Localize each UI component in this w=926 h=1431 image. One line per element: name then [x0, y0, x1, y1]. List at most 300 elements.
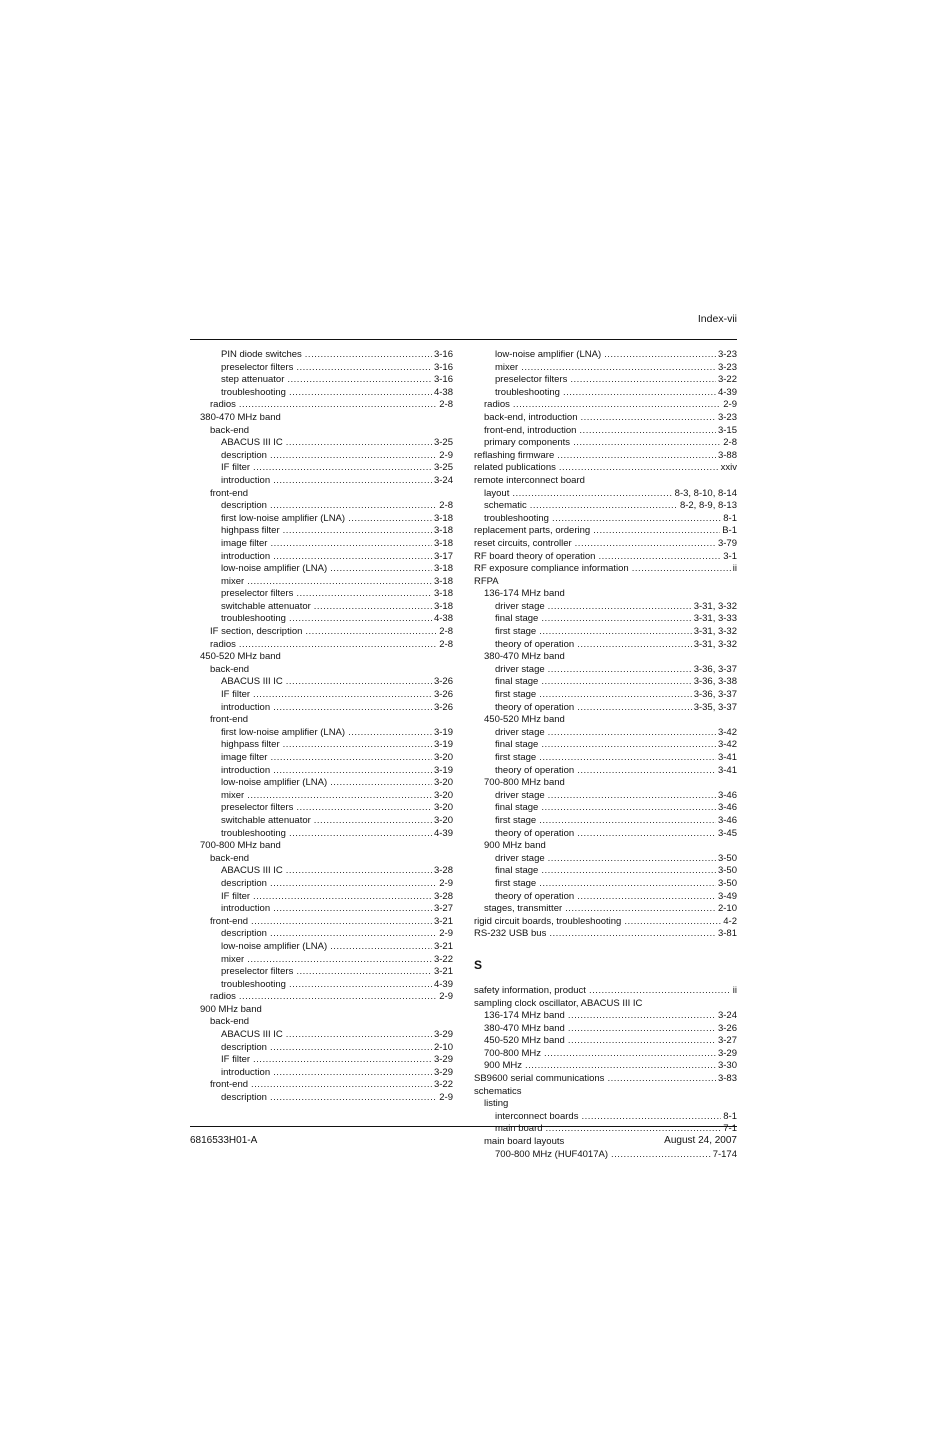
dot-leader — [239, 399, 437, 412]
index-term: layout — [484, 487, 510, 499]
dot-leader — [539, 752, 716, 765]
index-term: remote interconnect board — [474, 474, 585, 486]
index-entry — [474, 399, 737, 412]
dot-leader — [273, 475, 432, 488]
dot-leader — [239, 639, 437, 652]
index-page-ref: 3-83 — [717, 1073, 737, 1085]
index-entry — [200, 878, 453, 891]
dot-leader — [568, 1035, 716, 1048]
index-page-ref: 3-46 — [717, 789, 737, 801]
index-term: mixer — [495, 361, 519, 373]
index-entry — [474, 563, 737, 576]
index-entry — [474, 878, 737, 891]
index-entry — [474, 840, 737, 853]
index-term: preselector filters — [221, 802, 294, 814]
index-page-ref: 3-23 — [717, 361, 737, 373]
dot-leader — [624, 916, 721, 929]
index-entry — [200, 412, 453, 425]
index-term: final stage — [495, 613, 539, 625]
dot-leader — [305, 626, 437, 639]
index-page-ref: 3-24 — [433, 474, 453, 486]
index-page-ref: 3-23 — [717, 411, 737, 423]
index-entry — [200, 488, 453, 501]
index-entry — [474, 676, 737, 689]
index-page-ref: 3-26 — [433, 689, 453, 701]
index-term: driver stage — [495, 600, 545, 612]
index-term: image filter — [221, 537, 268, 549]
header-rule — [190, 339, 737, 340]
index-entry — [200, 425, 453, 438]
index-term: interconnect boards — [495, 1110, 579, 1122]
index-entry — [474, 865, 737, 878]
index-entry — [200, 1054, 453, 1067]
index-term: preselector filters — [221, 966, 294, 978]
index-term: first stage — [495, 752, 537, 763]
index-entry — [200, 399, 453, 412]
index-page-ref: 2-8 — [439, 399, 453, 411]
index-page-ref: 3-31, 3-32 — [693, 638, 737, 650]
dot-leader — [289, 979, 432, 992]
index-page-ref: 2-8 — [439, 500, 453, 512]
dot-leader — [541, 739, 716, 752]
index-entry — [474, 349, 737, 362]
index-term: reflashing firmware — [474, 449, 555, 461]
index-term: mixer — [221, 575, 245, 587]
index-term: 700-800 MHz band — [200, 840, 281, 852]
index-entry — [474, 639, 737, 652]
dot-leader — [239, 991, 437, 1004]
index-page-ref: 2-9 — [439, 991, 453, 1003]
dot-leader — [559, 462, 719, 475]
index-entry — [474, 891, 737, 904]
index-entry — [200, 538, 453, 551]
dot-leader — [577, 639, 691, 652]
index-page-ref: 2-10 — [433, 1041, 453, 1053]
dot-leader — [568, 1023, 716, 1036]
index-term: 380-470 MHz band — [484, 651, 565, 663]
index-entry — [474, 1023, 737, 1036]
index-term: final stage — [495, 676, 539, 688]
index-entry — [474, 802, 737, 815]
document-number: 6816533H01-A — [190, 1135, 258, 1146]
index-term: ABACUS III IC — [221, 437, 283, 449]
index-entry — [200, 563, 453, 576]
index-term: troubleshooting — [221, 613, 286, 625]
index-entry — [474, 1086, 737, 1099]
index-term: 380-470 MHz band — [484, 1022, 565, 1034]
index-page-ref: 3-42 — [717, 739, 737, 751]
index-entry — [474, 462, 737, 475]
index-entry — [200, 1004, 453, 1017]
index-page-ref: 8-3, 8-10, 8-14 — [674, 487, 737, 499]
index-term: ABACUS III IC — [221, 865, 283, 877]
index-entry — [200, 475, 453, 488]
index-term: introduction — [221, 550, 271, 562]
index-term: replacement parts, ordering — [474, 525, 591, 537]
index-page-ref: 2-8 — [439, 626, 453, 638]
index-page-ref: 3-49 — [717, 890, 737, 902]
index-entry — [200, 676, 453, 689]
dot-leader — [270, 928, 437, 941]
index-term: final stage — [495, 865, 539, 877]
dot-leader — [273, 551, 432, 564]
index-term: related publications — [474, 462, 556, 474]
index-term: IF section, description — [210, 626, 303, 638]
dot-leader — [273, 765, 432, 778]
index-entry — [474, 1111, 737, 1124]
index-term: introduction — [221, 474, 271, 486]
index-term: preselector filters — [221, 361, 294, 373]
index-term: introduction — [221, 903, 271, 915]
index-page-ref: 3-18 — [433, 512, 453, 524]
dot-leader — [289, 613, 432, 626]
index-term: switchable attenuator — [221, 814, 311, 826]
index-term: low-noise amplifier (LNA) — [221, 563, 328, 575]
index-entry — [474, 1035, 737, 1048]
index-entry — [200, 1079, 453, 1092]
index-page-ref: 3-46 — [717, 802, 737, 814]
dot-leader — [607, 1073, 716, 1086]
index-page-ref: 2-9 — [439, 449, 453, 461]
index-entry — [474, 1073, 737, 1086]
index-entry — [474, 752, 737, 765]
dot-leader — [581, 1111, 721, 1124]
dot-leader — [548, 790, 716, 803]
index-page-ref: 3-42 — [717, 726, 737, 738]
index-page-ref: 3-22 — [717, 374, 737, 386]
index-entry — [200, 777, 453, 790]
index-term: main board — [495, 1123, 543, 1135]
dot-leader — [525, 1060, 716, 1073]
index-page-ref: 3-18 — [433, 563, 453, 575]
index-page-ref: 3-25 — [433, 462, 453, 474]
dot-leader — [296, 588, 432, 601]
index-page-ref: 3-18 — [433, 525, 453, 537]
index-term: 900 MHz band — [200, 1003, 262, 1015]
index-entry — [200, 664, 453, 677]
index-entry — [474, 576, 737, 589]
dot-leader — [270, 878, 437, 891]
dot-leader — [289, 387, 432, 400]
dot-leader — [287, 374, 432, 387]
index-page-ref: 3-20 — [433, 752, 453, 763]
index-term: front-end — [210, 714, 249, 726]
index-page-ref: 3-31, 3-33 — [693, 613, 737, 625]
index-term: radios — [210, 638, 236, 650]
index-entry — [200, 828, 453, 841]
index-page-ref: 3-46 — [717, 814, 737, 826]
index-entry — [474, 714, 737, 727]
index-term: description — [221, 1092, 267, 1104]
dot-leader — [270, 752, 432, 765]
index-page-ref: 3-29 — [433, 1066, 453, 1078]
index-page-ref: 3-21 — [433, 966, 453, 978]
index-page-ref: 4-39 — [717, 386, 737, 398]
index-entry — [200, 916, 453, 929]
dot-leader — [253, 462, 432, 475]
dot-leader — [296, 966, 432, 979]
index-page-ref: 3-16 — [433, 374, 453, 386]
index-entry — [474, 488, 737, 501]
index-term: description — [221, 928, 267, 940]
index-page-ref: 3-27 — [717, 1035, 737, 1047]
index-term: mixer — [221, 789, 245, 801]
index-page-ref: ii — [732, 563, 737, 575]
index-entry — [200, 840, 453, 853]
dot-leader — [286, 676, 432, 689]
dot-leader — [330, 777, 432, 790]
index-entry — [474, 777, 737, 790]
dot-leader — [568, 1010, 716, 1023]
index-entry — [474, 985, 737, 998]
index-term: driver stage — [495, 726, 545, 738]
index-page-ref: ii — [732, 984, 737, 996]
index-entry — [200, 928, 453, 941]
index-term: first stage — [495, 626, 537, 638]
dot-leader — [541, 802, 716, 815]
index-entry — [200, 462, 453, 475]
index-page-ref: 3-20 — [433, 789, 453, 801]
index-term: first stage — [495, 689, 537, 701]
index-entry — [474, 664, 737, 677]
index-page-ref: 3-36, 3-38 — [693, 676, 737, 688]
index-term: reset circuits, controller — [474, 537, 572, 549]
dot-leader — [270, 450, 437, 463]
index-term: final stage — [495, 802, 539, 814]
index-page-ref: 3-18 — [433, 537, 453, 549]
index-entry — [200, 613, 453, 626]
index-page-ref: 8-2, 8-9, 8-13 — [679, 500, 737, 512]
index-entry — [200, 551, 453, 564]
index-entry — [474, 916, 737, 929]
index-term: 700-800 MHz — [484, 1047, 542, 1059]
dot-leader — [253, 689, 432, 702]
index-term: sampling clock oscillator, ABACUS III IC — [474, 997, 643, 1009]
index-page-ref: 3-23 — [717, 349, 737, 360]
dot-leader — [330, 941, 432, 954]
index-term: troubleshooting — [495, 386, 560, 398]
dot-leader — [296, 362, 432, 375]
dot-leader — [247, 790, 432, 803]
index-term: stages, transmitter — [484, 903, 563, 915]
dot-leader — [548, 727, 716, 740]
index-term: IF filter — [221, 689, 251, 701]
index-page-ref: 8-1 — [723, 512, 737, 524]
index-term: 900 MHz — [484, 1060, 523, 1072]
dot-leader — [270, 1042, 432, 1055]
index-term: primary components — [484, 437, 571, 449]
index-term: back-end — [210, 424, 250, 436]
index-entry — [200, 903, 453, 916]
dot-leader — [632, 563, 731, 576]
index-page-ref: 3-21 — [433, 915, 453, 927]
index-term: driver stage — [495, 789, 545, 801]
dot-leader — [286, 1029, 432, 1042]
dot-leader — [577, 891, 716, 904]
index-term: description — [221, 500, 267, 512]
index-page-ref: 3-1 — [723, 550, 737, 562]
index-term: first low-noise amplifier (LNA) — [221, 726, 346, 738]
index-term: troubleshooting — [221, 386, 286, 398]
index-entry — [474, 790, 737, 803]
index-term: step attenuator — [221, 374, 285, 386]
dot-leader — [530, 500, 678, 513]
index-page-ref: 3-18 — [433, 575, 453, 587]
index-page-ref: 3-20 — [433, 802, 453, 814]
index-term: back-end — [210, 1016, 250, 1028]
dot-leader — [552, 513, 721, 526]
index-page-ref: 3-50 — [717, 865, 737, 877]
index-entry — [474, 651, 737, 664]
index-term: IF filter — [221, 890, 251, 902]
index-term: 700-800 MHz (HUF4017A) — [495, 1148, 608, 1160]
index-page-ref: xxiv — [720, 462, 737, 474]
dot-leader — [286, 437, 432, 450]
index-page-ref: 3-30 — [717, 1060, 737, 1072]
index-entry — [474, 475, 737, 488]
index-page-ref: 3-50 — [717, 877, 737, 889]
index-term: preselector filters — [495, 374, 568, 386]
index-entry — [474, 626, 737, 639]
index-term: first low-noise amplifier (LNA) — [221, 512, 346, 524]
index-entry — [474, 928, 737, 941]
index-entry — [200, 437, 453, 450]
index-entry — [474, 613, 737, 626]
index-page-ref: 3-27 — [433, 903, 453, 915]
dot-leader — [544, 1048, 716, 1061]
index-page-ref: 3-19 — [433, 764, 453, 776]
dot-leader — [314, 601, 432, 614]
index-page-ref: B-1 — [722, 525, 737, 537]
index-entry — [200, 601, 453, 614]
index-term: front-end — [210, 487, 249, 499]
index-entry — [200, 588, 453, 601]
index-page-ref: 3-20 — [433, 814, 453, 826]
index-term: schematic — [484, 500, 527, 512]
index-term: 700-800 MHz band — [484, 777, 565, 789]
index-entry — [474, 412, 737, 425]
dot-leader — [539, 626, 692, 639]
dot-leader — [247, 576, 432, 589]
index-entry — [474, 450, 737, 463]
index-term: 136-174 MHz band — [484, 1010, 565, 1022]
dot-leader — [314, 815, 432, 828]
index-entry — [474, 689, 737, 702]
index-entry — [474, 538, 737, 551]
index-term: mixer — [221, 953, 245, 965]
index-term: radios — [210, 399, 236, 411]
index-page-ref: 3-22 — [433, 953, 453, 965]
index-entry — [200, 714, 453, 727]
index-term: 450-520 MHz band — [484, 714, 565, 726]
index-term: listing — [484, 1098, 509, 1110]
index-term: SB9600 serial communications — [474, 1073, 605, 1085]
index-entry — [474, 437, 737, 450]
index-entry — [200, 865, 453, 878]
index-page-ref: 3-26 — [717, 1022, 737, 1034]
dot-leader — [251, 916, 432, 929]
index-entry — [200, 689, 453, 702]
index-entry — [474, 853, 737, 866]
index-term: RS-232 USB bus — [474, 928, 547, 940]
index-page-ref: 4-38 — [433, 386, 453, 398]
index-entry — [474, 525, 737, 538]
dot-leader — [589, 985, 731, 998]
index-entry — [474, 998, 737, 1011]
page-label: Index-vii — [697, 313, 737, 325]
index-term: introduction — [221, 1066, 271, 1078]
index-term: back-end — [210, 852, 250, 864]
index-page-ref: 2-8 — [723, 437, 737, 449]
index-entry — [200, 387, 453, 400]
index-term: image filter — [221, 752, 268, 763]
index-term: RFPA — [474, 575, 499, 587]
index-entry — [474, 588, 737, 601]
index-term: introduction — [221, 701, 271, 713]
index-entry — [200, 891, 453, 904]
dot-leader — [286, 865, 432, 878]
dot-leader — [330, 563, 432, 576]
index-entry — [200, 525, 453, 538]
dot-leader — [548, 664, 692, 677]
index-entry — [474, 1060, 737, 1073]
index-entry — [474, 551, 737, 564]
dot-leader — [565, 903, 716, 916]
dot-leader — [270, 1092, 437, 1105]
footer-rule — [190, 1126, 737, 1127]
index-term: radios — [210, 991, 236, 1003]
index-entry — [200, 362, 453, 375]
dot-leader — [273, 903, 432, 916]
index-page-ref: 3-25 — [433, 437, 453, 449]
dot-leader — [580, 412, 716, 425]
section-letter-s: S — [474, 957, 483, 972]
index-page-ref: 2-8 — [439, 638, 453, 650]
dot-leader — [539, 815, 716, 828]
index-term: theory of operation — [495, 890, 575, 902]
index-page-ref: 3-28 — [433, 890, 453, 902]
index-term: introduction — [221, 764, 271, 776]
dot-leader — [541, 865, 716, 878]
index-entry — [200, 991, 453, 1004]
index-page-ref: 2-9 — [439, 877, 453, 889]
dot-leader — [548, 601, 692, 614]
index-entry — [200, 790, 453, 803]
index-entry — [474, 387, 737, 400]
index-entry — [474, 1048, 737, 1061]
index-entry — [200, 450, 453, 463]
index-term: troubleshooting — [221, 827, 286, 839]
index-page-ref: 4-38 — [433, 613, 453, 625]
index-term: 450-520 MHz band — [200, 651, 281, 663]
index-entry — [200, 1067, 453, 1080]
dot-leader — [577, 765, 716, 778]
index-entry — [474, 815, 737, 828]
dot-leader — [604, 349, 716, 362]
index-page-ref: 4-39 — [433, 827, 453, 839]
index-entry — [200, 752, 453, 765]
dot-leader — [512, 488, 672, 501]
dot-leader — [251, 1079, 432, 1092]
index-page-ref: 7-174 — [712, 1148, 737, 1160]
index-term: IF filter — [221, 462, 251, 474]
index-term: back-end — [210, 663, 250, 675]
index-term: highpass filter — [221, 525, 280, 537]
dot-leader — [348, 727, 432, 740]
dot-leader — [273, 1067, 432, 1080]
index-entry — [200, 1016, 453, 1029]
index-page-ref: 3-22 — [433, 1079, 453, 1091]
